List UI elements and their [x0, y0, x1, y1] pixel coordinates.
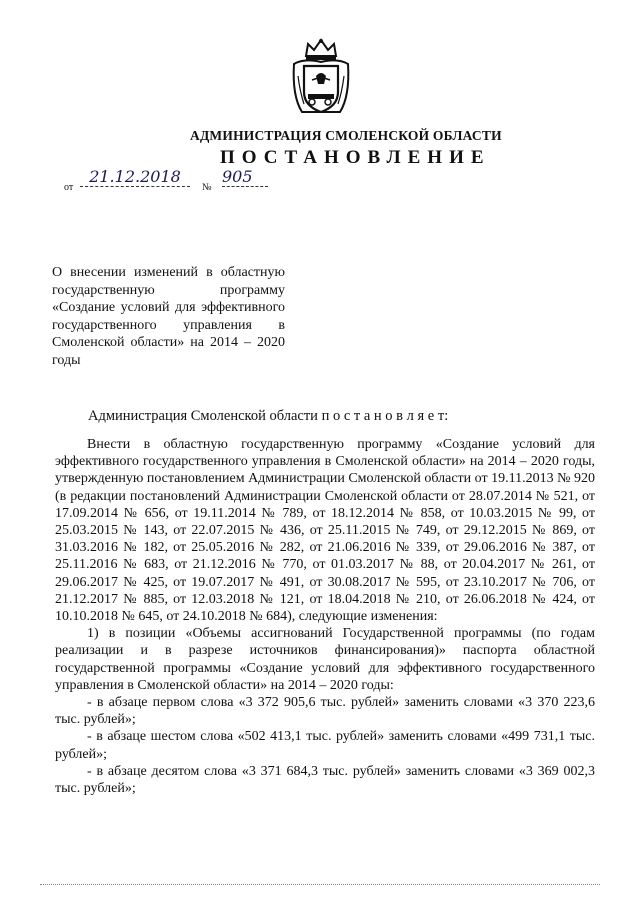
document-type-title: ПОСТАНОВЛЕНИЕ — [220, 147, 491, 168]
body-paragraph: - в абзаце шестом слова «502 413,1 тыс. рублей» заменить словами «499 731,1 тыс. рублей»; — [55, 729, 595, 762]
date-prefix: от — [64, 182, 74, 193]
organization-name: АДМИНИСТРАЦИЯ СМОЛЕНСКОЙ ОБЛАСТИ — [190, 128, 502, 143]
document-number: 905 — [222, 168, 268, 187]
document-subject: О внесении изменений в областную государственную программу «Создание условий для эффективного государственного управления в Смоленской области» на 2014 – 2020 годы — [52, 265, 285, 368]
number-prefix: № — [202, 182, 212, 193]
body-paragraph: - в абзаце первом слова «3 372 905,6 тыс. рублей» заменить словами «3 370 223,6 тыс. рублей»; — [55, 695, 595, 728]
body-paragraph: 1) в позиции «Объемы ассигнований Государственной программы (по годам реализации и в разрезе источников финансирования)» паспорта областной государственной программы «Создание условий для эффективного государственного управления в Смоленской области» на 2014 – 2020 годы: — [55, 626, 595, 693]
coat-of-arms-icon — [288, 36, 354, 120]
document-date: 21.12.2018 — [80, 168, 190, 187]
document-body — [55, 436, 595, 797]
body-paragraph: Внести в областную государственную программу «Создание условий для эффективного государственного управления в Смоленской области» на 2014 – 2020 годы, утвержденную постановлением Администрации Смоленской области от 19.11.2013 № 920 (в редакции постановлений Администрации Смоленской области от 28.07.2014 № 521, от 17.09.2014 № 656, от 19.11.2014 № 789, от 18.12.2014 № 858, от 10.03.2015 № 99, от 25.03.2015 № 143, от 22.07.2015 № 436, от 25.11.2015 № 749, от 29.12.2015 № 869, от 31.03.2016 № 182, от 25.05.2016 № 282, от 21.06.2016 № 339, от 29.06.2016 № 387, от 25.11.2016 № 683, от 21.12.2016 № 770, от 01.03.2017 № 88, от 20.04.2017 № 261, от 29.06.2017 № 425, от 19.07.2017 № 491, от 30.08.2017 № 595, от 23.10.2017 № 706, от 21.12.2017 № 885, от 12.03.2018 № 121, от 18.04.2018 № 210, от 26.06.2018 № 424, от 10.10.2018 № 645, от 24.10.2018 № 684), следующие изменения: — [55, 437, 595, 625]
resolution-intro: Администрация Смоленской области п о с т а н о в л я е т: — [88, 408, 449, 424]
page-bottom-rule — [40, 884, 600, 885]
body-paragraph: - в абзаце десятом слова «3 371 684,3 тыс. рублей» заменить словами «3 369 002,3 тыс. рублей»; — [55, 763, 595, 797]
